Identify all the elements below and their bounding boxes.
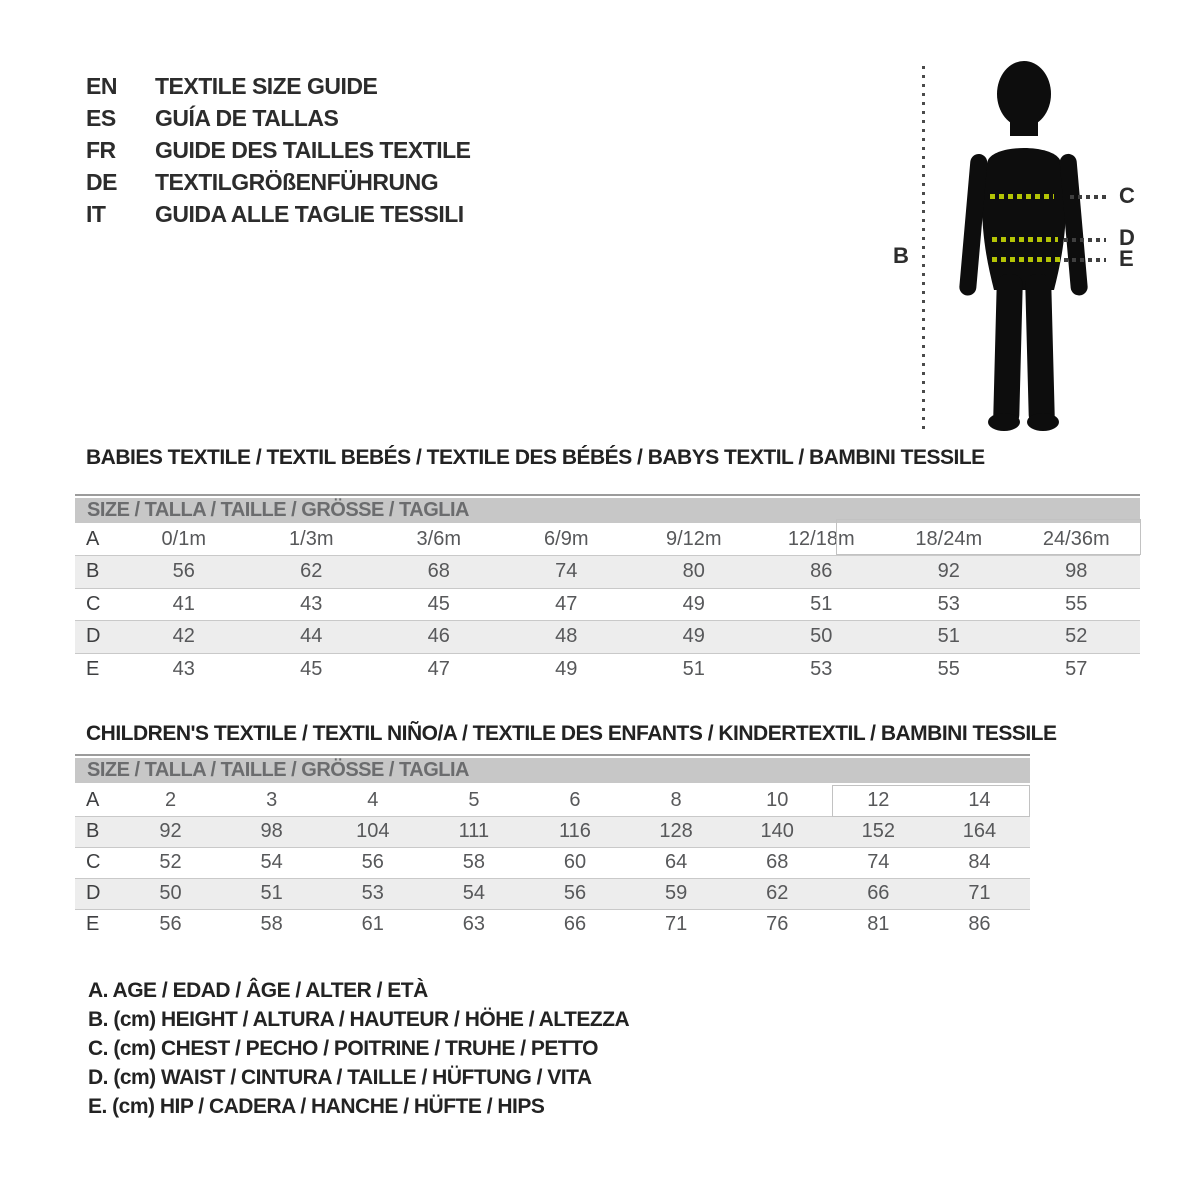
size-value-cell: 0/1m bbox=[161, 527, 206, 550]
size-value-cell: 56 bbox=[524, 878, 625, 909]
size-value-cell: 152 bbox=[828, 816, 929, 847]
waist-leader-dots bbox=[1064, 238, 1106, 242]
size-value-cell: 3/6m bbox=[416, 527, 461, 550]
size-value-cell: 68 bbox=[375, 556, 503, 589]
size-value-cell: 5 bbox=[468, 788, 480, 811]
size-value-cell: 58 bbox=[462, 851, 485, 873]
lang-code-es: ES bbox=[86, 104, 116, 131]
guide-title-en: TEXTILE SIZE GUIDE bbox=[155, 72, 378, 99]
size-value-cell: 49 bbox=[682, 592, 705, 615]
size-value-cell: 1/3m bbox=[289, 527, 334, 550]
figure-label-waist: D bbox=[1119, 225, 1135, 250]
size-value-cell: 80 bbox=[630, 556, 758, 589]
row-label: C bbox=[86, 592, 101, 615]
babies-size-header-label: SIZE / TALLA / TAILLE / GRÖSSE / TAGLIA bbox=[75, 498, 1140, 523]
size-value-cell: 8 bbox=[670, 788, 682, 811]
legend-item-hip: E. (cm) HIP / CADERA / HANCHE / HÜFTE / HIPS bbox=[88, 1095, 545, 1118]
size-value-cell: 140 bbox=[727, 816, 828, 847]
size-value-cell: 43 bbox=[300, 592, 323, 615]
size-value-cell: 61 bbox=[361, 913, 384, 936]
size-value-cell: 6 bbox=[569, 788, 581, 811]
size-value-cell: 18/24m bbox=[915, 527, 983, 550]
size-value-cell: 64 bbox=[664, 851, 688, 873]
size-value-cell: 51 bbox=[810, 592, 833, 615]
size-value-cell: 50 bbox=[758, 621, 886, 654]
height-measure-dotted-line bbox=[922, 66, 925, 432]
guide-title-fr: GUIDE DES TAILLES TEXTILE bbox=[155, 136, 471, 163]
size-value-cell: 98 bbox=[1013, 556, 1141, 589]
size-value-cell: 45 bbox=[300, 658, 323, 680]
legend-item-waist: D. (cm) WAIST / CINTURA / TAILLE / HÜFTUNG / VITA bbox=[88, 1066, 592, 1089]
waist-measure-line bbox=[992, 237, 1058, 242]
size-value-cell: 53 bbox=[937, 592, 960, 615]
children-section-heading: CHILDREN'S TEXTILE / TEXTIL NIÑO/A / TEXTILE DES ENFANTS / KINDERTEXTIL / BAMBINI TESSILE bbox=[86, 722, 1057, 745]
size-value-cell: 24/36m bbox=[1042, 527, 1110, 550]
size-value-cell: 47 bbox=[555, 592, 578, 615]
size-value-cell: 116 bbox=[524, 816, 625, 847]
row-label: E bbox=[86, 913, 100, 936]
lang-row-it bbox=[86, 198, 471, 230]
guide-title-it: GUIDA ALLE TAGLIE TESSILI bbox=[155, 200, 464, 227]
lang-row-en bbox=[86, 70, 471, 102]
chest-leader-dots bbox=[1070, 195, 1106, 199]
table-row bbox=[75, 878, 1030, 909]
table-row bbox=[75, 556, 1140, 589]
size-value-cell: 12 bbox=[867, 788, 890, 811]
size-value-cell: 48 bbox=[503, 621, 631, 654]
lang-code-fr: FR bbox=[86, 136, 116, 163]
size-value-cell: 51 bbox=[682, 658, 705, 680]
size-value-cell: 3 bbox=[266, 788, 278, 811]
size-value-cell: 58 bbox=[260, 913, 283, 936]
size-value-cell: 84 bbox=[968, 851, 991, 873]
size-value-cell: 9/12m bbox=[665, 527, 722, 550]
children-size-header-band bbox=[75, 754, 1030, 783]
hip-leader-dots bbox=[1064, 258, 1106, 262]
table-row bbox=[75, 653, 1140, 686]
table-row bbox=[75, 523, 1140, 556]
size-value-cell: 57 bbox=[1065, 658, 1088, 680]
size-value-cell: 86 bbox=[968, 913, 991, 936]
size-value-cell: 49 bbox=[630, 621, 758, 654]
guide-title-de: TEXTILGRÖßENFÜHRUNG bbox=[155, 168, 439, 195]
lang-code-it: IT bbox=[86, 200, 106, 227]
size-value-cell: 52 bbox=[1013, 621, 1141, 654]
table-row bbox=[75, 816, 1030, 847]
hip-measure-line bbox=[992, 257, 1060, 262]
lang-row-fr bbox=[86, 134, 471, 166]
size-value-cell: 60 bbox=[563, 851, 587, 873]
lang-code-de: DE bbox=[86, 168, 117, 195]
size-value-cell: 92 bbox=[885, 556, 1013, 589]
size-value-cell: 164 bbox=[929, 816, 1030, 847]
row-label: B bbox=[75, 816, 120, 847]
size-value-cell: 10 bbox=[766, 788, 789, 811]
size-value-cell: 54 bbox=[423, 878, 524, 909]
size-value-cell: 42 bbox=[120, 621, 248, 654]
size-value-cell: 43 bbox=[172, 658, 195, 680]
size-value-cell: 81 bbox=[867, 913, 890, 936]
size-value-cell: 98 bbox=[221, 816, 322, 847]
row-label: E bbox=[86, 658, 100, 680]
size-value-cell: 62 bbox=[727, 878, 828, 909]
size-value-cell: 71 bbox=[929, 878, 1030, 909]
size-value-cell: 55 bbox=[1065, 592, 1088, 615]
size-value-cell: 76 bbox=[766, 913, 789, 936]
lang-row-es bbox=[86, 102, 471, 134]
size-value-cell: 92 bbox=[120, 816, 221, 847]
figure-label-chest: C bbox=[1119, 183, 1135, 208]
measurement-legend bbox=[88, 976, 629, 1121]
table-row bbox=[75, 621, 1140, 654]
size-value-cell: 12/18m bbox=[787, 527, 855, 550]
size-value-cell: 56 bbox=[159, 913, 182, 936]
size-value-cell: 44 bbox=[248, 621, 376, 654]
size-value-cell: 128 bbox=[626, 816, 727, 847]
lang-row-de bbox=[86, 166, 471, 198]
size-value-cell: 53 bbox=[322, 878, 423, 909]
band-top-rule bbox=[75, 494, 1140, 496]
children-size-header-label: SIZE / TALLA / TAILLE / GRÖSSE / TAGLIA bbox=[75, 758, 1030, 783]
size-value-cell: 47 bbox=[427, 658, 450, 680]
table-row bbox=[75, 847, 1030, 878]
size-value-cell: 68 bbox=[766, 851, 789, 873]
size-value-cell: 56 bbox=[120, 556, 248, 589]
size-value-cell: 45 bbox=[427, 592, 450, 615]
row-label: D bbox=[75, 878, 120, 909]
size-value-cell: 62 bbox=[248, 556, 376, 589]
size-value-cell: 4 bbox=[367, 788, 379, 811]
size-value-cell: 66 bbox=[563, 913, 587, 936]
size-value-cell: 50 bbox=[120, 878, 221, 909]
size-value-cell: 46 bbox=[375, 621, 503, 654]
language-title-block bbox=[86, 70, 471, 230]
chest-measure-line bbox=[990, 194, 1054, 199]
size-value-cell: 51 bbox=[885, 621, 1013, 654]
size-value-cell: 2 bbox=[164, 788, 177, 811]
babies-size-header-band bbox=[75, 494, 1140, 523]
size-value-cell: 53 bbox=[810, 658, 833, 680]
figure-label-hip: E bbox=[1119, 246, 1134, 271]
babies-size-table bbox=[75, 523, 1140, 686]
lang-code-en: EN bbox=[86, 72, 117, 99]
size-value-cell: 49 bbox=[555, 658, 578, 680]
size-value-cell: 56 bbox=[361, 851, 384, 873]
size-value-cell: 59 bbox=[626, 878, 727, 909]
legend-item-height: B. (cm) HEIGHT / ALTURA / HAUTEUR / HÖHE / ALTEZZA bbox=[88, 1008, 630, 1031]
band-top-rule bbox=[75, 754, 1030, 756]
size-value-cell: 51 bbox=[221, 878, 322, 909]
size-value-cell: 86 bbox=[758, 556, 886, 589]
size-value-cell: 52 bbox=[159, 851, 182, 873]
table-row bbox=[75, 909, 1030, 940]
row-label: A bbox=[86, 788, 100, 811]
table-row bbox=[75, 785, 1030, 816]
child-silhouette-icon bbox=[948, 52, 1098, 437]
legend-item-age: A. AGE / EDAD / ÂGE / ALTER / ETÀ bbox=[88, 979, 428, 1002]
figure-label-height: B bbox=[893, 243, 909, 268]
size-value-cell: 14 bbox=[968, 788, 991, 811]
row-label: A bbox=[86, 527, 100, 550]
size-value-cell: 111 bbox=[423, 816, 524, 847]
guide-title-es: GUÍA DE TALLAS bbox=[155, 104, 339, 131]
children-size-table bbox=[75, 785, 1030, 940]
size-value-cell: 74 bbox=[867, 851, 890, 873]
size-value-cell: 104 bbox=[322, 816, 423, 847]
size-value-cell: 54 bbox=[260, 851, 283, 873]
size-value-cell: 71 bbox=[664, 913, 688, 936]
row-label: D bbox=[75, 621, 120, 654]
row-label: C bbox=[86, 851, 101, 873]
size-value-cell: 6/9m bbox=[544, 527, 589, 550]
babies-section-heading: BABIES TEXTILE / TEXTIL BEBÉS / TEXTILE DES BÉBÉS / BABYS TEXTIL / BAMBINI TESSILE bbox=[86, 446, 985, 469]
table-row bbox=[75, 588, 1140, 621]
size-value-cell: 63 bbox=[462, 913, 485, 936]
size-value-cell: 41 bbox=[172, 592, 195, 615]
row-label: B bbox=[75, 556, 120, 589]
size-value-cell: 55 bbox=[937, 658, 960, 680]
legend-item-chest: C. (cm) CHEST / PECHO / POITRINE / TRUHE / PETTO bbox=[88, 1037, 599, 1060]
size-value-cell: 74 bbox=[503, 556, 631, 589]
size-value-cell: 66 bbox=[828, 878, 929, 909]
